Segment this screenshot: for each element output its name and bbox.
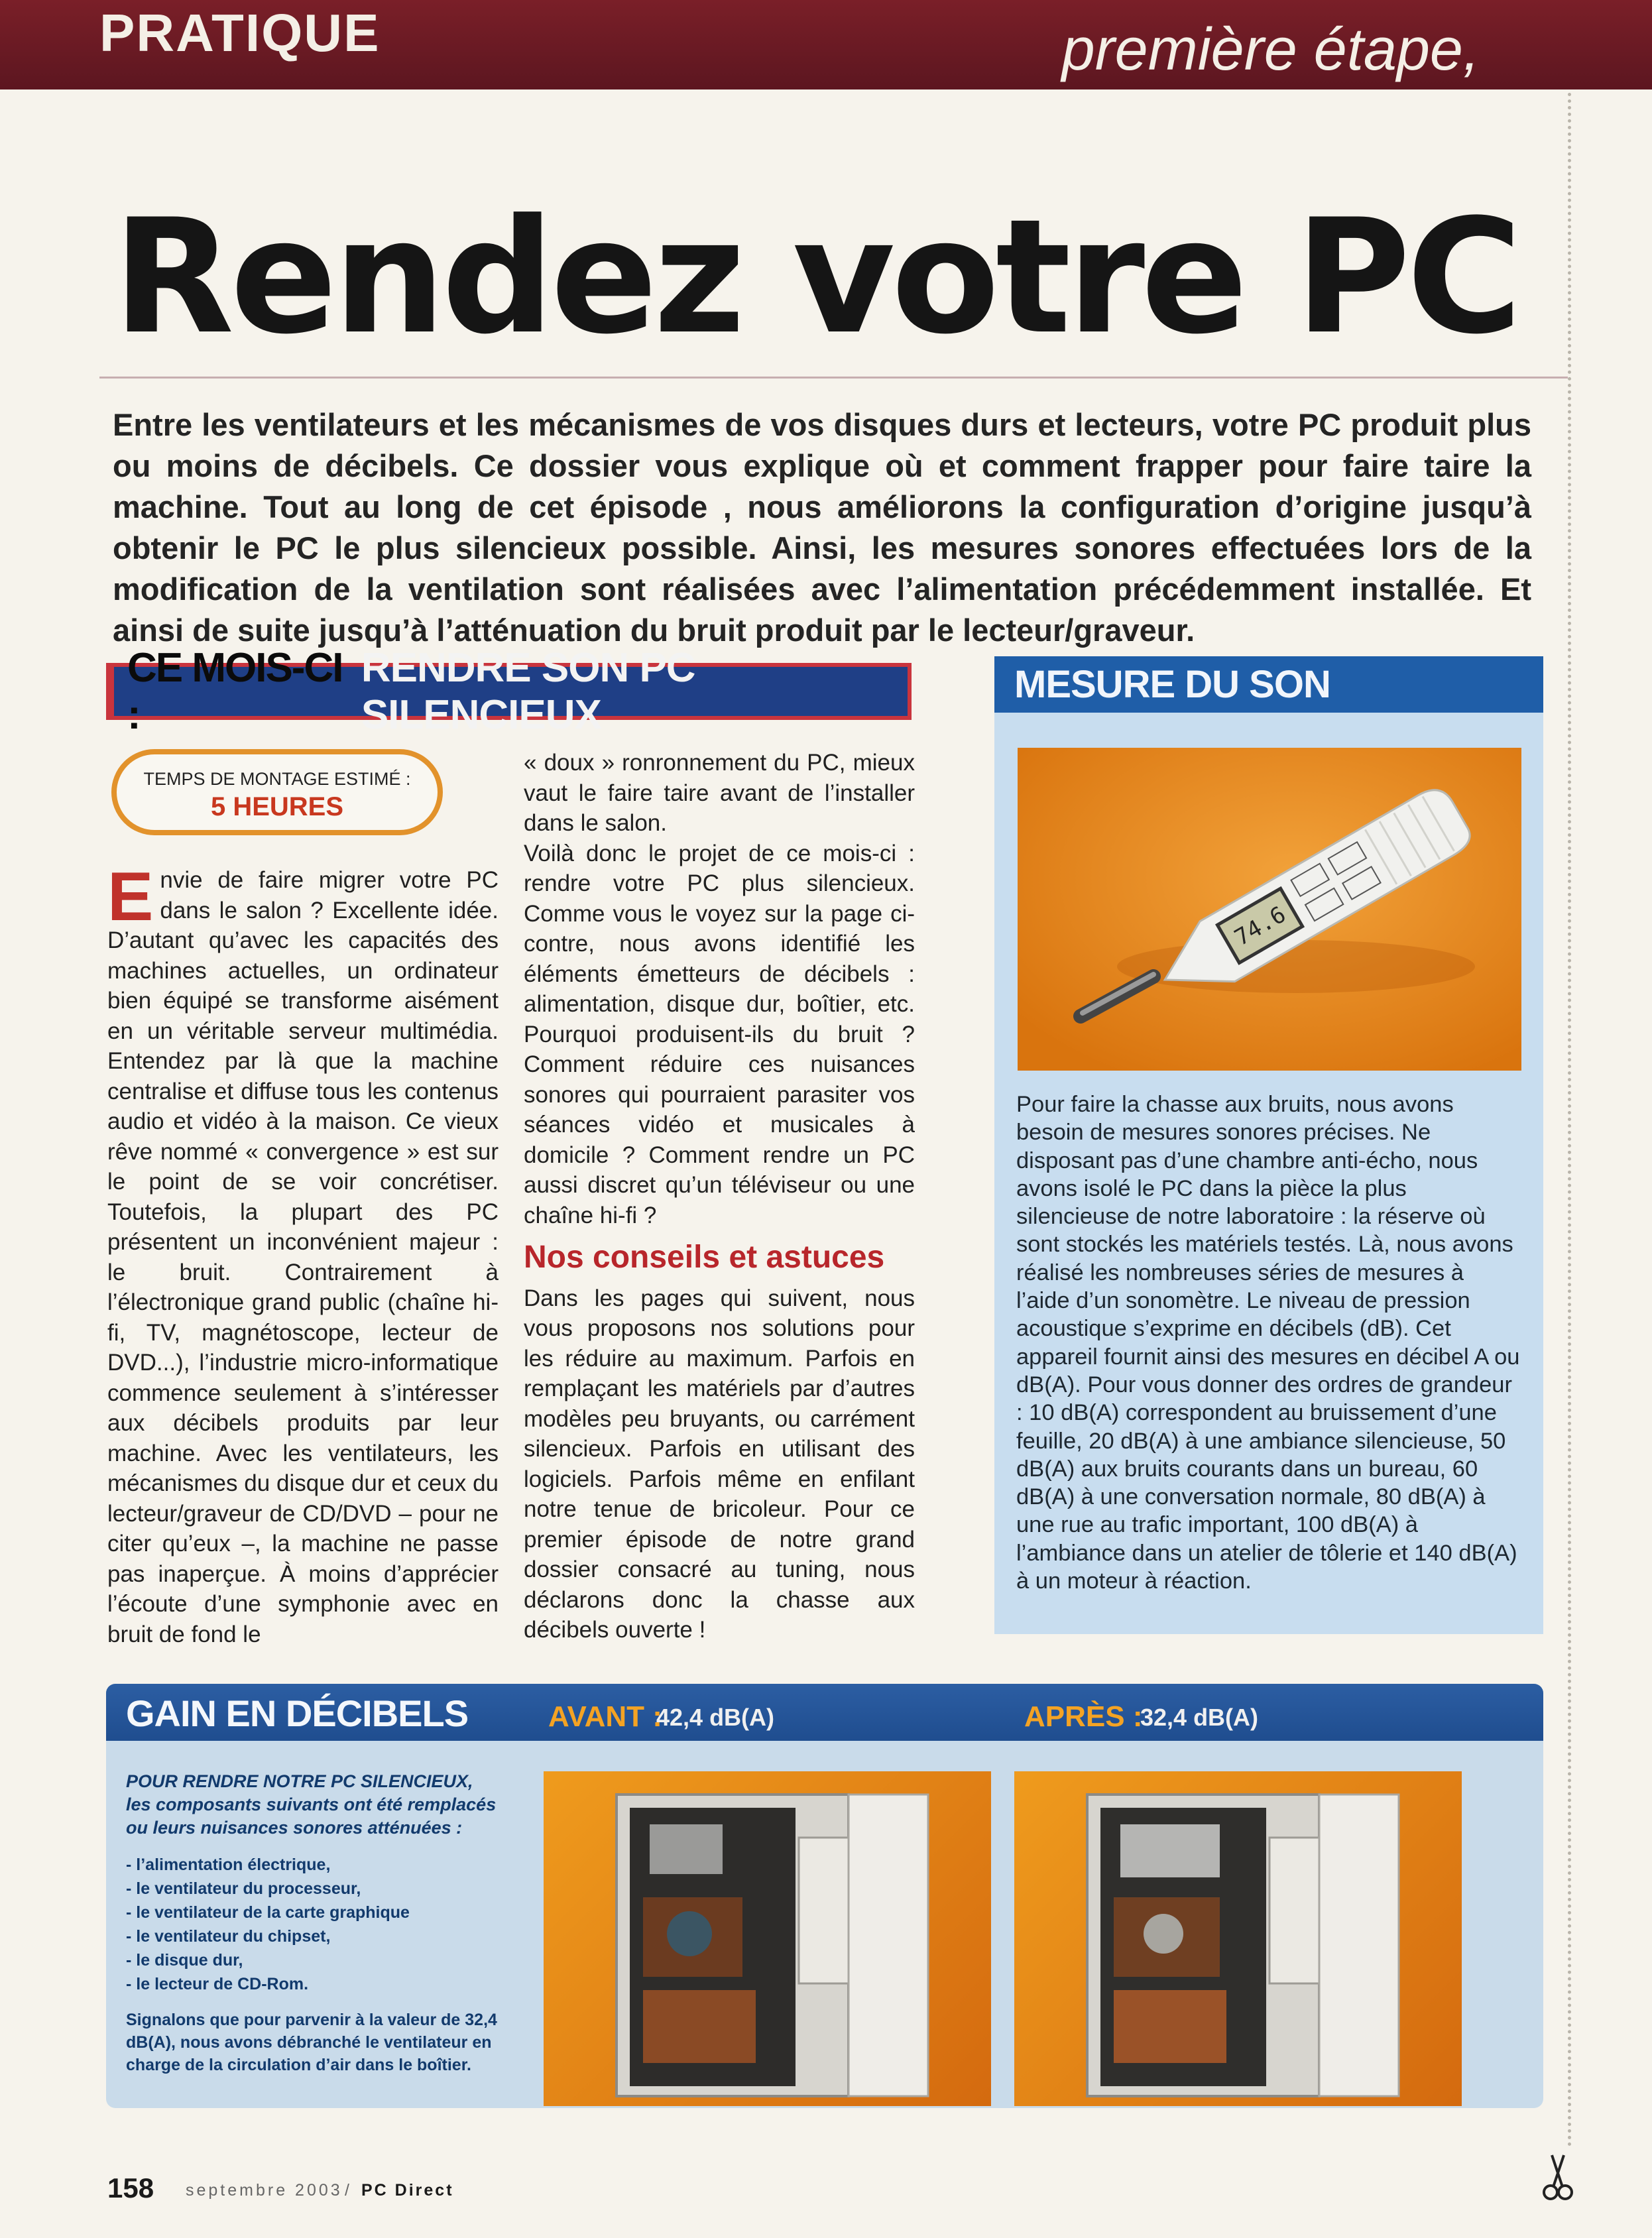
pc-before-illustration — [544, 1771, 991, 2106]
section-bar-title: RENDRE SON PC SILENCIEUX — [361, 645, 695, 738]
footer-magazine: PC Direct — [361, 2181, 454, 2200]
column-2-paragraph-1: « doux » ronronnement du PC, mieux vaut le faire taire avant de l’installer dans le salon. — [524, 750, 915, 836]
drop-cap: E — [107, 858, 154, 935]
gain-title: GAIN EN DÉCIBELS — [126, 1692, 469, 1734]
list-item: - le ventilateur de la carte graphique — [126, 1903, 410, 1922]
measure-title: MESURE DU SON — [994, 656, 1543, 713]
column-2-paragraph-3: Dans les pages qui suivent, nous vous proposons nos solutions pour les réduire au maximum. Parfois en remplaçant les matériels par d’autres modèles peu bruyants, ou carrément silencieux. Parfois en utilisant des logiciels. Parfois même en enfilant notre tenue de bricoleur. Pour ce premier épisode de notre grand dossier consacré au tuning, nous déclarons donc la chasse aux décibels ouverte ! — [524, 1285, 915, 1643]
kicker: première étape, — [1061, 17, 1480, 83]
section-bar — [106, 645, 912, 738]
before-label: AVANT : — [548, 1700, 662, 1733]
sound-meter-photo — [1018, 748, 1521, 1071]
footer-date: septembre 2003 — [186, 2181, 343, 2200]
cut-line — [1568, 93, 1571, 2148]
time-badge-value: 5 HEURES — [210, 792, 344, 821]
after-value: 32,4 dB(A) — [1140, 1704, 1259, 1731]
footer-separator: / — [345, 2181, 349, 2200]
before-value: 42,4 dB(A) — [656, 1704, 775, 1731]
intro-paragraph: Entre les ventilateurs et les mécanismes de vos disques durs et lecteurs, votre PC produit plus ou moins de décibels. Ce dossier vous explique où et comment frapper pour faire taire la machine. Tout au long de cet épisode , nous améliorons la configuration d’origine jusqu’à obtenir le PC le plus silencieux possible. Ainsi, les mesures sonores effectuées lors de la modification de la ventilation sont réalisées avec l’alimentation précédemment installée. Et ainsi de suite jusqu’à l’atténuation du bruit produit par le lecteur/graveur. — [113, 407, 1531, 648]
gain-note: Signalons que pour parvenir à la valeur de 32,4 dB(A), nous avons débranché le ventilateur en charge de la circulation d’air dans le boîtier. — [126, 2011, 497, 2074]
gain-intro: POUR RENDRE NOTRE PC SILENCIEUX, les composants suivants ont été remplacés ou leurs nuisances sonores atténuées : — [126, 1771, 497, 1838]
time-badge-label: TEMPS DE MONTAGE ESTIMÉ : — [143, 769, 411, 789]
component-list — [126, 1853, 497, 1996]
subheading: Nos conseils et astuces — [524, 1240, 885, 1275]
section-bar-label: CE MOIS-CI : — [127, 645, 343, 738]
list-item: - le lecteur de CD-Rom. — [126, 1975, 309, 1993]
scissors-icon — [1541, 2151, 1574, 2208]
sound-meter-illustration — [1018, 748, 1521, 1071]
list-item: - le ventilateur du processeur, — [126, 1879, 361, 1898]
headline-rule — [99, 377, 1568, 379]
measure-text: Pour faire la chasse aux bruits, nous avons besoin de mesures sonores précises. Ne disposant pas d’une chambre anti-écho, nous avons isolé le PC dans la pièce la plus silencieuse de notre laboratoire : la réserve où sont stockés les matériels testés. Là, nous avons réalisé les nombreuses séries de mesures à l’aide d’un sonomètre. Le niveau de pression acoustique s’exprime en décibels (dB). Cet appareil fournit ainsi des mesures en décibel A ou dB(A). Pour vous donner des ordres de grandeur : 10 dB(A) correspondent au bruissement d’une feuille, 20 dB(A) à une ambiance silencieuse, 50 dB(A) aux bruits courants dans un bureau, 60 dB(A) à une conversation normale, 80 dB(A) à une rue au trafic important, 100 dB(A) à l’ambiance dans un atelier de tôlerie et 140 dB(A) à un moteur à réaction. — [1016, 1092, 1520, 1594]
article-column-1 — [107, 858, 499, 1649]
column-1-text: nvie de faire migrer votre PC dans le salon ? Excellente idée. D’autant qu’avec les capacités des machines actuelles, un ordinateur bien équipé se transforme aisément en un véritable serveur multimédia. Entendez par là que la machine centralise et diffuse tous les contenus audio et vidéo à la maison. Ce vieux rêve nommé « convergence » est sur le point de se voir concrétiser. Toutefois, la plupart des PC présentent un inconvénient majeur : le bruit. Contrairement à l’électronique grand public (chaîne hi-fi, TV, magnétoscope, lecteur de DVD...), l’industrie micro-informatique commence seulement à s’intéresser aux décibels produits par leur machine. Avec les ventilateurs, les mécanismes du disque dur et ceux du lecteur/graveur de CD/DVD – pour ne citer qu’eux –, la machine ne passe pas inaperçue. À moins d’apprécier l’écoute d’une symphonie avec en bruit de fond le — [107, 867, 499, 1647]
time-badge — [111, 749, 443, 835]
headline: Rendez votre PC — [113, 186, 1519, 369]
pc-after-illustration — [1014, 1771, 1462, 2106]
list-item: - le ventilateur du chipset, — [126, 1927, 331, 1946]
article-column-2 — [524, 748, 915, 1645]
section-label: PRATIQUE — [99, 3, 381, 62]
pc-photo-after — [1014, 1771, 1462, 2106]
page-number: 158 — [107, 2172, 154, 2204]
column-2-paragraph-2: Voilà donc le projet de ce mois-ci : rendre votre PC plus silencieux. Comme vous le voyez sur la page ci-contre, nous avons identifié les éléments émetteurs de décibels : alimentation, disque dur, boîtier, etc. Pourquoi produisent-ils du bruit ? Comment réduire ces nuisances sonores qui pourraient parasiter vos séances vidéo et musicales à domicile ? Comment rendre un PC aussi discret qu’un téléviseur ou une chaîne hi-fi ? — [524, 840, 915, 1228]
meter-display-text: 74.6 — [1230, 901, 1291, 952]
pc-photo-before — [544, 1771, 991, 2106]
list-item: - l’alimentation électrique, — [126, 1855, 331, 1874]
list-item: - le disque dur, — [126, 1951, 243, 1970]
after-label: APRÈS : — [1024, 1700, 1143, 1733]
